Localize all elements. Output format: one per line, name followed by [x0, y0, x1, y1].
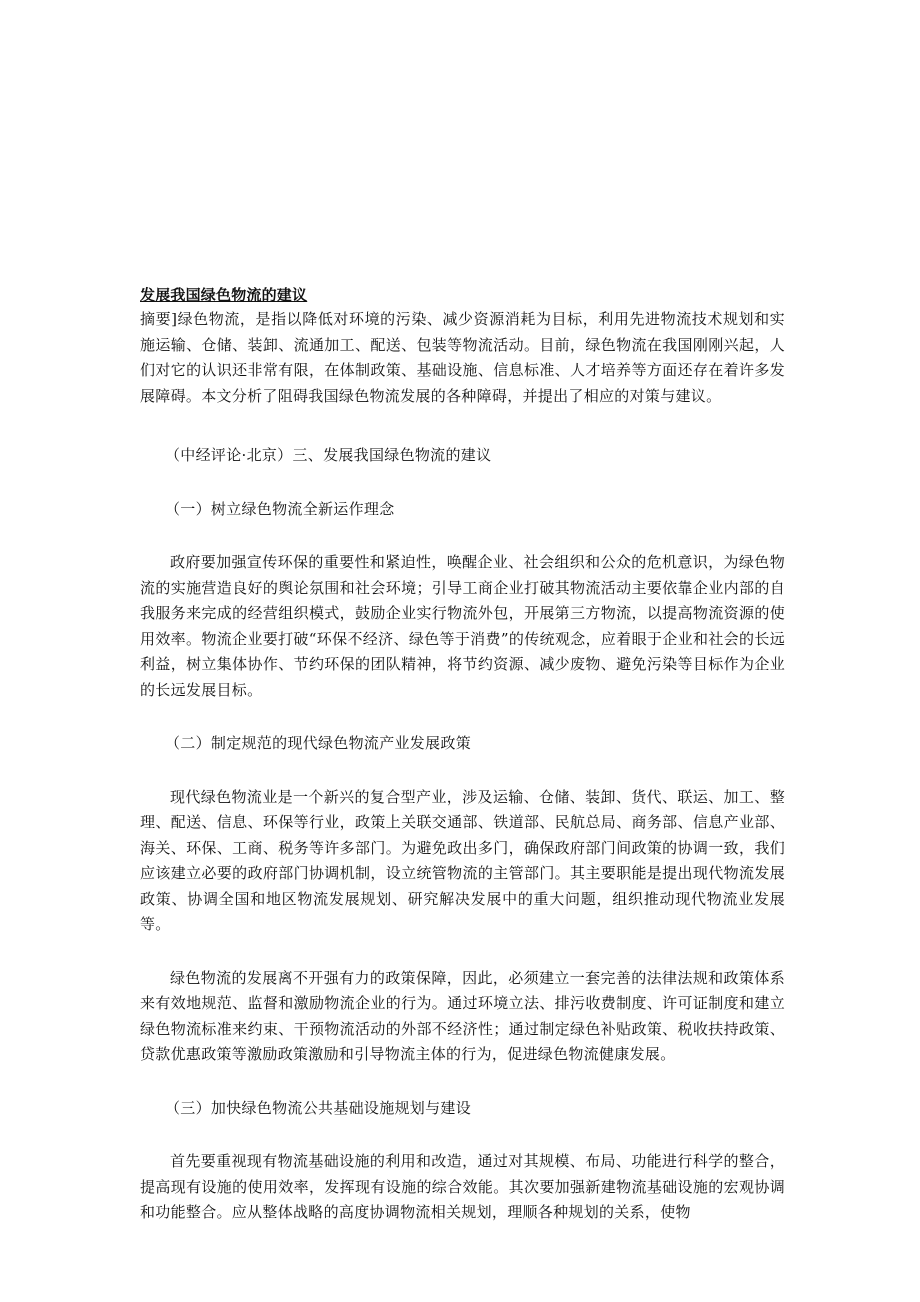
- section-1-heading: （一）树立绿色物流全新运作理念: [165, 499, 395, 518]
- section-3-paragraph: 首先要重视现有物流基础设施的利用和改造，通过对其规模、布局、功能进行科学的整合，提高现有设施的使用效率，发挥现有设施的综合效能。其次要加强新建物流基础设施的宏观协调和功能整合。应从整体战略的高度协调物流相关规划，理顺各种规划的关系，使物: [140, 1152, 785, 1221]
- spacer: [140, 522, 785, 550]
- section-2-heading: （二）制定规范的现代绿色物流产业发展政策: [165, 734, 472, 752]
- document-title: 发展我国绿色物流的建议: [140, 286, 308, 304]
- spacer: [140, 938, 785, 966]
- section-2-paragraph-1: 现代绿色物流业是一个新兴的复合型产业，涉及运输、仓储、装卸、货代、联运、加工、整理、配送、信息、环保等行业，政策上关联交通部、铁道部、民航总局、商务部、信息产业部、海关、环保、工商、税务等许多部门。为避免政出多门，确保政府部门间政策的协调一致，我们应该建立必要的政府部门协调机制，设立统管物流的主管部门。其主要职能是提出现代物流发展政策、协调全国和地区物流发展规划、研究解决发展中的重大问题，组织推动现代物流业发展等。: [140, 787, 785, 933]
- spacer: [140, 1121, 785, 1149]
- spacer: [140, 757, 785, 785]
- abstract-paragraph: 摘要]绿色物流，是指以降低对环境的污染、减少资源消耗为目标，利用先进物流技术规划和实施运输、仓储、装卸、流通加工、配送、包装等物流活动。目前，绿色物流在我国刚刚兴起，人们对它的认识还非常有限，在体制政策、基础设施、信息标准、人才培养等方面还存在着许多发展障碍。本文分析了阻碍我国绿色物流发展的各种障碍，并提出了相应的对策与建议。: [140, 310, 785, 405]
- spacer: [140, 1068, 785, 1096]
- source-heading: （中经评论·北京）三、发展我国绿色物流的建议: [165, 446, 492, 464]
- spacer: [140, 703, 785, 731]
- section-2-paragraph-2: 绿色物流的发展离不开强有力的政策保障，因此，必须建立一套完善的法律法规和政策体系来有效地规范、监督和激励物流企业的行为。通过环境立法、排污收费制度、许可证制度和建立绿色物流标准来约束、干预物流活动的外部不经济性；通过制定绿色补贴政策、税收扶持政策、贷款优惠政策等激励政策激励和引导物流主体的行为，促进绿色物流健康发展。: [140, 968, 785, 1063]
- section-1-paragraph: 政府要加强宣传环保的重要性和紧迫性，唤醒企业、社会组织和公众的危机意识，为绿色物流的实施营造良好的舆论氛围和社会环境；引导工商企业打破其物流活动主要依靠企业内部的自我服务来完成的经营组织模式，鼓励企业实行物流外包，开展第三方物流，以提高物流资源的使用效率。物流企业要打破“环保不经济、绿色等于消费”的传统观念，应着眼于企业和社会的长远利益，树立集体协作、节约环保的团队精神，将节约资源、减少废物、避免污染等目标作为企业的长远发展目标。: [140, 553, 785, 699]
- document-page: [140, 283, 785, 1226]
- section-3-heading: （三）加快绿色物流公共基础设施规划与建设: [165, 1098, 472, 1117]
- spacer: [140, 409, 785, 443]
- spacer: [140, 469, 785, 497]
